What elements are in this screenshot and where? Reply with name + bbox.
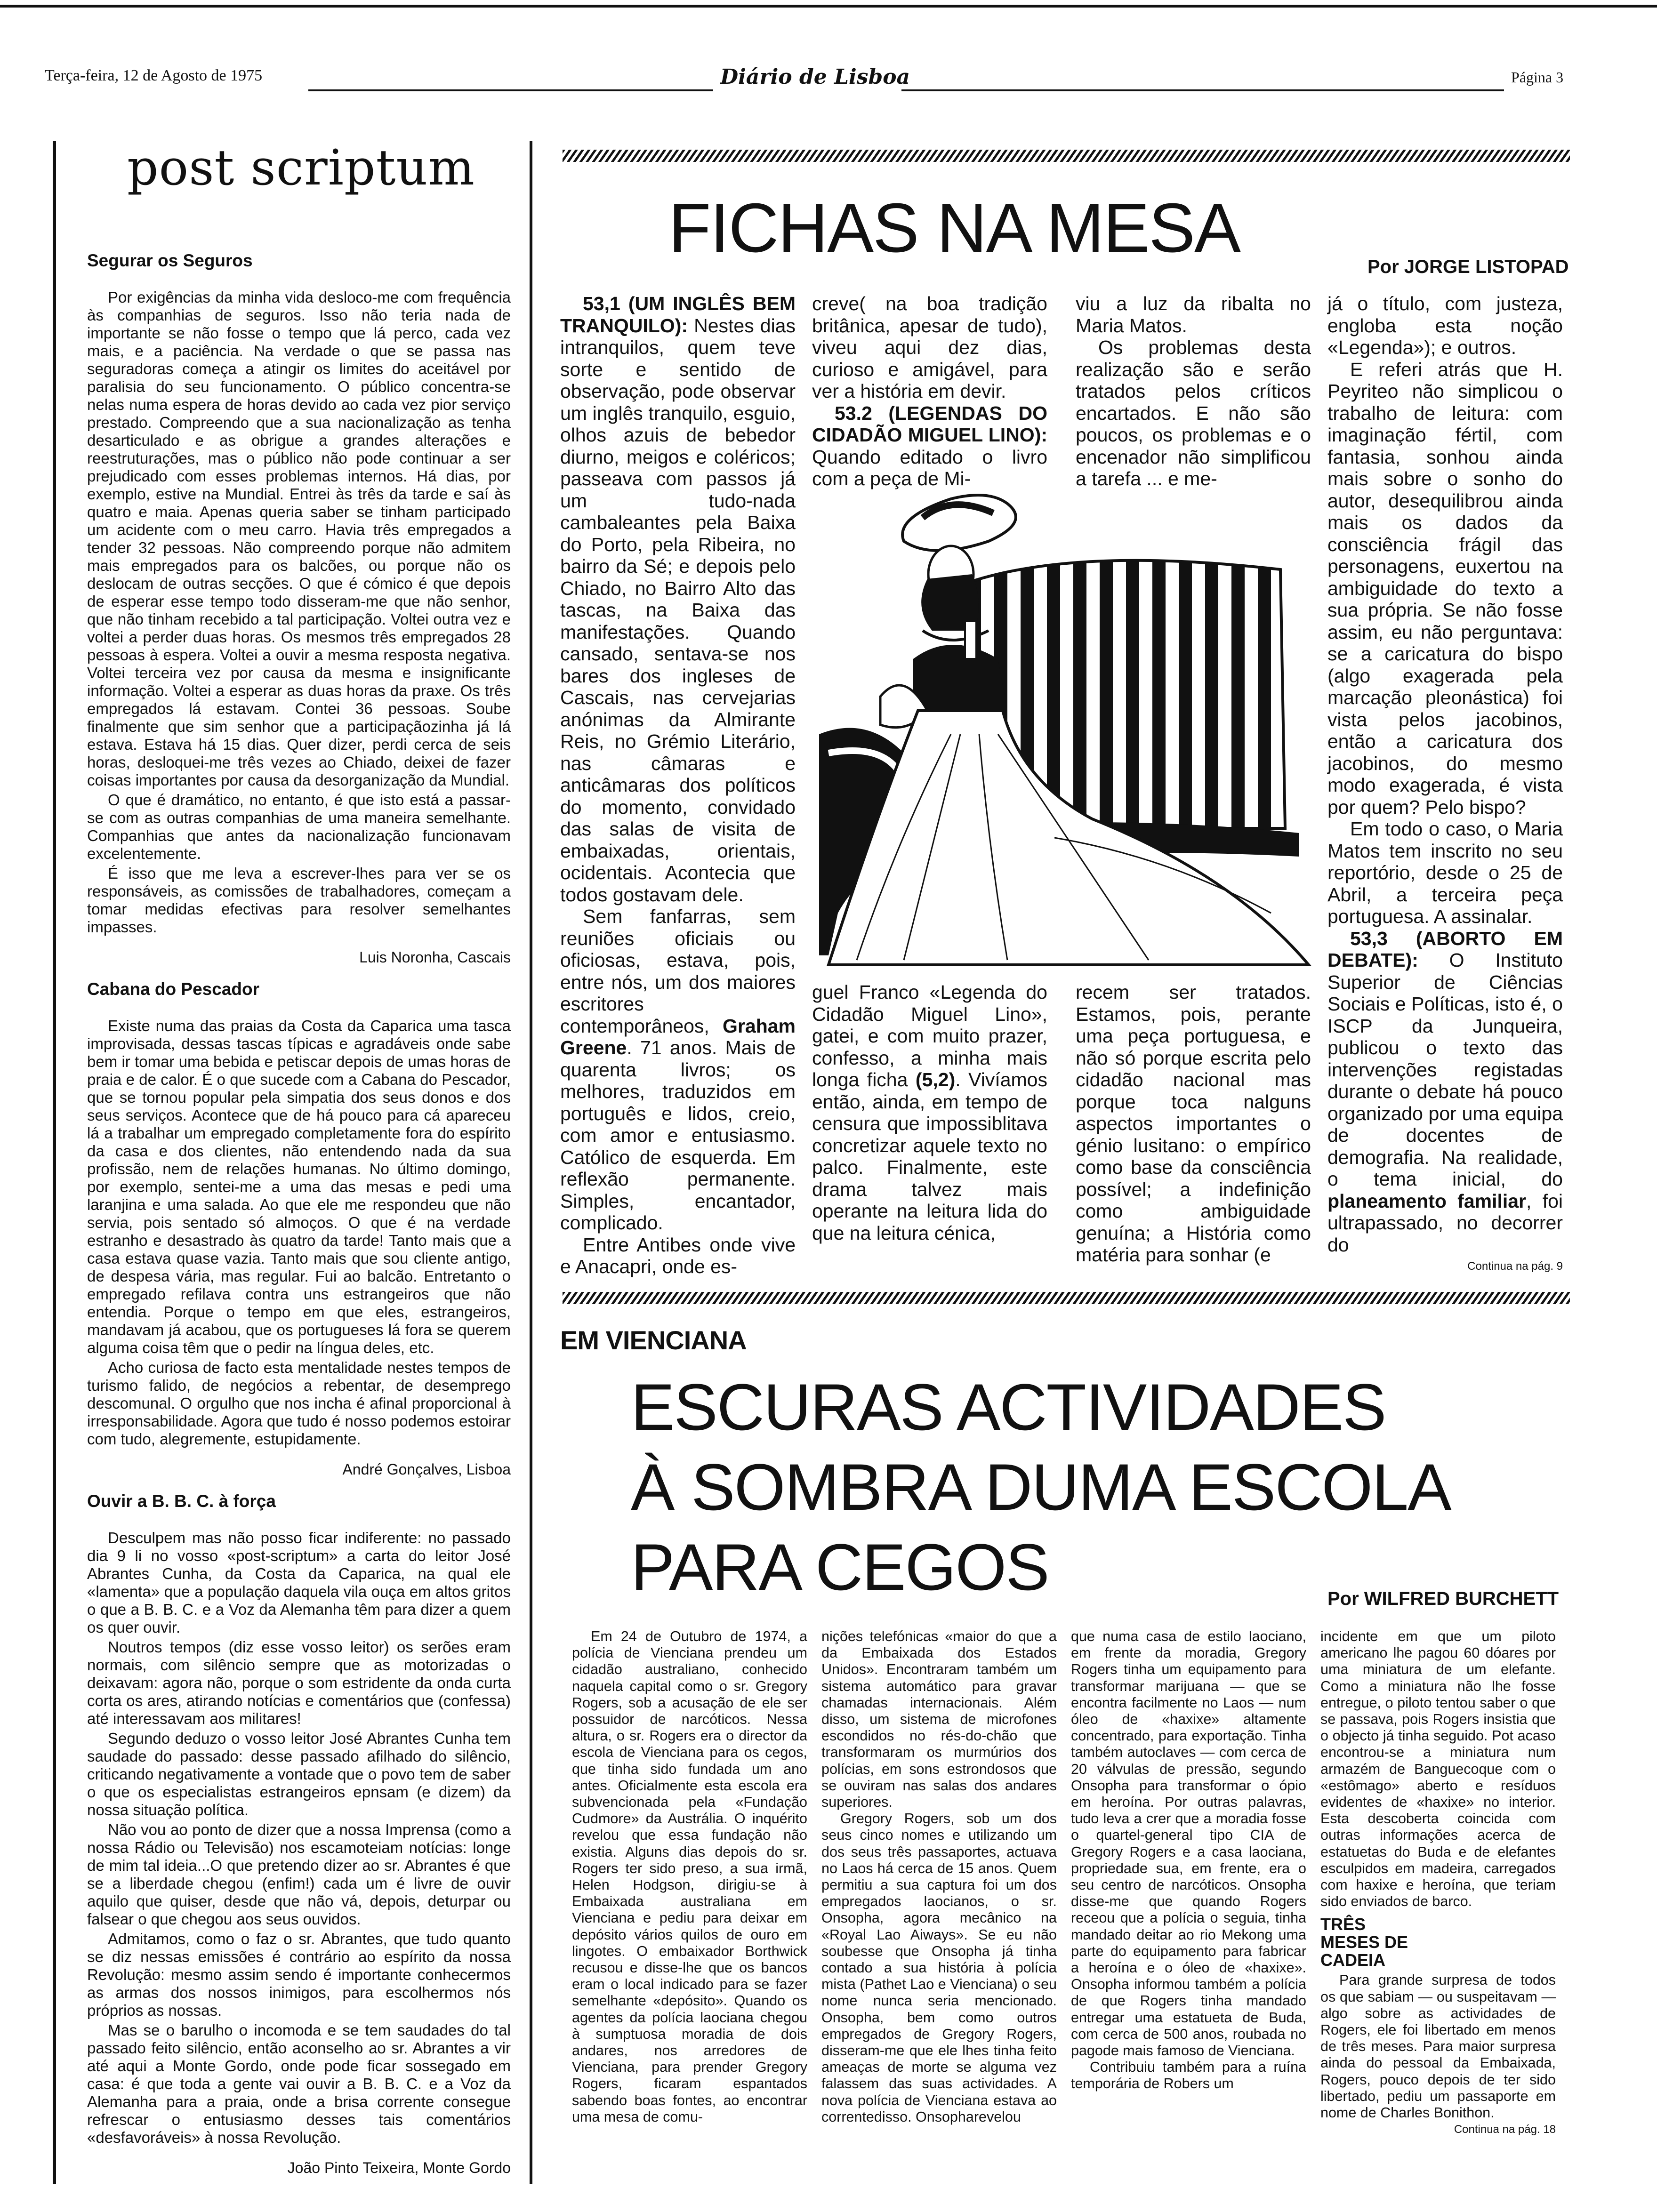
paragraph: viu a luz da ribalta no Maria Matos.: [1076, 293, 1311, 337]
escuras-headline-1: ESCURAS ACTIVIDADES: [631, 1370, 1386, 1444]
paragraph: . 71 anos. Mais de quarenta livros; os melhores, traduzidos em português e lidos, creio, com amor e entusiasmo. Católico de esquerda. Em reflexão permanente. Simples, encantador, complicado.: [560, 1037, 796, 1234]
ps-left-bar: [53, 141, 56, 2184]
ps-right-bar: [530, 141, 532, 2184]
paragraph: Em todo o caso, o Maria Matos tem inscrito no seu reportório, desde o 25 de Abril, a terceira peça portuguesa. A assinalar.: [1327, 818, 1563, 927]
escuras-col-3: [1071, 1628, 1306, 2092]
masthead-page: Página 3: [1511, 69, 1564, 86]
letter-paragraph: Desculpem mas não posso ficar indiferente: no passado dia 9 li no vosso «post-scriptum» a carta do leitor José Abrantes Cunha, da Costa da Caparica, na qual ele «lamenta» que a população daquela vila ouça em altos gritos o que a B. B. C. e a Voz da Alemanha têm para dizer a quem os quer ouvir.: [87, 1529, 511, 1636]
escuras-col-4: [1320, 1628, 1556, 2138]
section-lead: 53,1 (UM INGLÊS BEM TRANQUILO):: [560, 293, 796, 337]
lady-on-sofa-illustration: [810, 489, 1318, 970]
paragraph: Nestes dias intranquilos, quem teve sorte e sentido de observação, pode observar um inglês tranquilo, esguio, olhos azuis de bebedor diurno, meigos e coléricos; passeava com passos já um tudo-nada cambaleantes pela Baixa do Porto, pela Ribeira, no bairro da Sé; e depois pelo Chiado, no Bairro Alto das tascas, na Baixa das manifestações. Quando cansado, sentava-se nos bares dos ingleses de Cascais, nas cervejarias anónimas da Almirante Reis, no Grémio Literário, nas câmaras e anticâmaras dos políticos do momento, convidado das salas de visita de embaixadas, orientais, ocidentais. Acontecia que todos gostavam dele.: [560, 314, 796, 906]
paragraph: já o título, com justeza, engloba esta noção «Legenda»); e outros.: [1327, 293, 1563, 358]
paragraph: O Instituto Superior de Ciências Sociais e Políticas, isto é, o ISCP da Junqueira, publicou o texto das intervenções registadas durante o debate há pouco organizado por uma equipa de docentes de demografia. Na realidade, o tema inicial, do: [1327, 949, 1563, 1190]
paragraph: recem ser tratados. Estamos, pois, perante uma peça portuguesa, e não só porque escrita pelo cidadão nacional mas porque toca nalguns aspectos importantes o génio lusitano: o empírico como base da consciência possível; a indefinição como ambiguidade genuína; a História como matéria para sonhar (e: [1076, 981, 1311, 1266]
paragraph: Sem fanfarras, sem reuniões oficiais ou oficiosas, estava, pois, entre nós, um dos maiores escritores contemporâneos,: [560, 906, 796, 1037]
top-rule: [0, 5, 1657, 8]
escuras-col-2: [821, 1628, 1057, 2125]
letter-paragraph: Segundo deduzo o vosso leitor José Abrantes Cunha tem saudade do passado: desse passado afilhado do silêncio, criticando negativamente a vontade que o povo tem de saber o que os especialistas estrangeiros epnsam (e dizem) da nossa situação política.: [87, 1730, 511, 1819]
fichas-col-3-top: [1076, 293, 1311, 490]
paragraph: , foi ultrapassado, no decorrer do: [1327, 1190, 1563, 1256]
masthead-title: Diário de Lisboa: [720, 65, 910, 89]
highlight-term: planeamento familiar: [1327, 1190, 1527, 1212]
fichas-byline: Por JORGE LISTOPAD: [1367, 256, 1569, 277]
paragraph: Em 24 de Outubro de 1974, a polícia de Vienciana prendeu um cidadão australiano, conhecido naquela capital como o sr. Gregory Rogers, sob a acusação de ele ser possuidor de narcóticos. Nessa altura, o sr. Rogers era o director da escola de Vienciana para os cegos, que tinha sido fundada um ano antes. Oficialmente esta escola era subvencionada pela «Fundação Cudmore» da Austrália. O inquérito revelou que essa fundação não existia. Alguns dias depois do sr. Rogers ter sido preso, a sua irmã, Helen Hodgson, dirigiu-se à Embaixada australiana em Vienciana e pediu para deixar em depósito vários quilos de ouro em lingotes. O embaixador Borthwick recusou e disse-lhe que os bancos eram o local indicado para se fazer semelhante «depósito». Quando os agentes da polícia laociana chegou à sumptuosa moradia de dois andares, nos arredores de Vienciana, para prender Gregory Rogers, ficaram espantados sabendo boas fontes, ao encontrar uma mesa de comu-: [572, 1628, 807, 2125]
subheading: TRÊS MESES DE CADEIA: [1320, 1915, 1408, 1970]
section-lead: 53.2 (LEGENDAS DO CIDADÃO MIGUEL LINO):: [812, 402, 1047, 446]
letter-paragraph: Existe numa das praias da Costa da Caparica uma tasca improvisada, dessas tascas típicas e agradáveis onde sabe bem ir tomar uma bebida e petiscar depois de umas horas de praia e de calor. É o que sucede com a Cabana do Pescador, que se tornou popular pela simpatia dos seus donos e dos seus serviços. Acontece que de há pouco para cá apareceu lá a trabalhar um empregado completamente fora do espírito da casa e dos clientes, não entendendo nada da sua profissão, nem de relações humanas. No último domingo, por exemplo, sentei-me a uma das mesas e pedi uma laranjina e uma salada. Ao que ele me respondeu que não servia, pois sentado só almoços. O que é na verdade estranho e desastrado às quatro da tarde! Tanto mais que a casa estava quase vazia. Tanto mais que sou cliente antigo, de despesa vária, mas regular. Fui ao balcão. Entretanto o empregado refilava contra uns estrangeiros que não entendia. Porque o tempo em que eles, estrangeiros, mandavam já acabou, que os portugueses lá fora se querem alguma coisa têm que o pedir na língua deles, etc.: [87, 1017, 511, 1356]
paragraph: Para grande surpresa de todos os que sabiam — ou suspeitavam — algo sobre as actividades de Rogers, ele foi libertado em menos de três meses. Para maior surpresa ainda do pessoal da Embaixada, Rogers, pouco depois de ter sido libertado, pediu um passaporte em nome de Charles Bonithon.: [1320, 1972, 1556, 2121]
paragraph: incidente em que um piloto americano lhe pagou 60 dóares por uma miniatura de um elefante. Como a miniatura não lhe fosse entregue, o piloto tentou saber o que se passava, pois Rogers insistia que o objecto já tinha seguido. Pot acaso encontrou-se a miniatura num armazém de Banguecoque com o «estômago» aberto e resíduos evidentes de «haxixe» no interior. Esta descoberta coincida com outras informações acerca de estatuetas do Buda e de elefantes esculpidos em madeira, carregados com haxixe e heroína, que teriam sido enviados de barco.: [1320, 1628, 1556, 1910]
letter-paragraph: É isso que me leva a escrever-lhes para ver se os responsáveis, as comissões de trabalhadores, começam a tomar medidas efectivas para resolver semelhantes impasses.: [87, 865, 511, 936]
hatch-rule-middle: [563, 1292, 1570, 1304]
fichas-headline: FICHAS NA MESA: [668, 189, 1240, 267]
letter-signature: Luis Noronha, Cascais: [359, 949, 511, 966]
letter-title: Ouvir a B. B. C. à força: [87, 1491, 276, 1511]
masthead-rule-right: [901, 89, 1504, 91]
escuras-byline: Por WILFRED BURCHETT: [1327, 1588, 1559, 1609]
letter-paragraph: Por exigências da minha vida desloco-me com frequência às companhias de seguros. Isso não teria nada de importante se não fosse o tempo que lá perco, cada vez mais, e a paciência. Na verdade o que se passa nas seguradoras começa a atingir os limites do aceitável por paralisia do seu funcionamento. O público concentra-se nelas numa espera de horas devido ao cada vez pior serviço prestado. Compreendo que a sua nacionalização as tenha desarticulado e as obrigue a grandes alterações e reestruturações, mas o público não pode continuar a ser prejudicado com esses problemas internos. Há dias, por exemplo, estive na Mundial. Entrei às três da tarde e saí às quatro e maia. Apenas queria saber se tinham participado um acidente com o meu carro. Havia três empregados a tender 32 pessoas. Não compreendo porque não admitem mais empregados para os balcões, ou porque não os deslocam de outras secções. O que é cómico é que depois de esperar esse tempo todo disseram-me que não senhor, que não tinham recebido a tal participação. Voltei outra vez e voltei a perder duas horas. Os mesmos três empregados 28 pessoas à espera. Voltei a ouvir a mesma resposta negativa. Voltei terceira vez por causa da mesma e insignificante informação. Voltei a esperar as duas horas da praxe. Os três empregados lá estavam. Contei 36 pessoas. Soube finalmente que sim senhor que a participaçãozinha já lá estava. Estava há 15 dias. Quer dizer, perdi cerca de seis horas, desloquei-me três vezes ao Chiado, deixei de fazer coisas importantes por causa da desorganização da Mundial.: [87, 289, 511, 789]
ficha-number: (5,2): [915, 1069, 956, 1090]
fichas-col-4: [1327, 293, 1563, 1278]
letter-signature: André Gonçalves, Lisboa: [342, 1461, 511, 1478]
masthead-rule-left: [308, 89, 713, 91]
paragraph: . Vivíamos então, ainda, em tempo de censura que impossiblitava concretizar aquele texto no palco. Finalmente, este drama talvez mais operante na leitura lida do que na leitura cénica,: [812, 1069, 1047, 1244]
paragraph: E referi atrás que H. Peyriteo não simplicou o trabalho de leitura: com imaginação fértil, com fantasia, sonhou ainda mais sobre o sonho do autor, desequilibrou ainda mais os dados da consciência frágil das personagens, euxertou na ambiguidade do texto a sua própria. Se não fosse assim, eu não perguntava: se a caricatura do bispo (algo exagerada pela marcação pleonástica) foi vista pelos jacobinos, então a caricatura dos jacobinos, do mesmo modo exagerada, é vista por quem? Pelo bispo?: [1327, 358, 1563, 818]
letter-title: Cabana do Pescador: [87, 979, 260, 999]
letter-paragraph: O que é dramático, no entanto, é que isto está a passar-se com as outras companhias de uma maneira semelhante. Companhias que antes da nacionalização funcionavam excelentemente.: [87, 791, 511, 862]
paragraph: creve( na boa tradição britânica, apesar de tudo), viveu aqui dez dias, curioso e amigável, para ver a história em devir.: [812, 293, 1047, 402]
fichas-col-2-bottom: [812, 981, 1047, 1244]
letter-paragraph: Noutros tempos (diz esse vosso leitor) os serões eram normais, com silêncio sempre que as motorizadas o deixavam: agora não, porque o som estridente da onda curta corta os ares, atirando notícias e comentários que (confessa) até interessavam aos militares!: [87, 1638, 511, 1727]
section-lead: 53,3 (ABORTO EM DEBATE):: [1327, 927, 1563, 971]
paragraph: que numa casa de estilo laociano, em frente da moradia, Gregory Rogers tinha um equipamento para transformar marijuana — que se encontra facilmente no Laos — num óleo de «haxixe» altamente concentrado, para exportação. Tinha também autoclaves — com cerca de 20 válvulas de pressão, segundo Onsopha para transformar o ópio em heroína. Por outras palavras, tudo leva a crer que a moradia fosse o quartel-general tipo CIA de Gregory Rogers e a casa laociana, propriedade sua, em frente, era o seu centro de narcóticos. Onsopha disse-me que quando Rogers receou que a polícia o seguia, tinha mandado deitar ao rio Mekong uma parte do equipamento para fabricar a heroína e o óleo de «haxixe». Onsopha informou também a polícia de que Rogers tinha mandado entregar uma estatueta de Buda, com cerca de 500 anos, roubada no pagode mais famoso de Vienciana.: [1071, 1628, 1306, 2059]
continuation-note: Continua na pág. 18: [1454, 2123, 1556, 2136]
paragraph: nições telefónicas «maior do que a da Embaixada dos Estados Unidos». Encontraram também um sistema automático para gravar chamadas internacionais. Além disso, um sistema de microfones escondidos no rés-do-chão que transformaram os murmúrios dos polícias, em sons estrondosos que se ouviram nas salas dos andares superiores.: [821, 1628, 1057, 1811]
letter-paragraph: Acho curiosa de facto esta mentalidade nestes tempos de turismo falido, de negócios a rebentar, de desemprego descomunal. O orgulho que nos incha é afinal proporcional à irresponsabilidade. Agora que tudo é nosso podemos estoirar com tudo, alegremente, estupidamente.: [87, 1359, 511, 1448]
escuras-kicker: EM VIENCIANA: [560, 1325, 747, 1355]
fichas-col-2-top: [812, 293, 1047, 490]
paragraph: guel Franco «Legenda do Cidadão Miguel Lino», gatei, e com muito prazer, confesso, a minha mais longa ficha: [812, 981, 1047, 1090]
paragraph: Entre Antibes onde vive e Anacapri, onde es-: [560, 1234, 796, 1277]
fichas-col-3-bottom: [1076, 981, 1311, 1266]
escuras-headline-3: PARA CEGOS: [631, 1530, 1049, 1604]
ps-letters: [87, 252, 511, 2191]
letter-signature: João Pinto Teixeira, Monte Gordo: [287, 2159, 511, 2176]
post-scriptum-title: post scriptum: [127, 139, 475, 196]
masthead-date: Terça-feira, 12 de Agosto de 1975: [45, 67, 263, 84]
author-name: Graham Greene: [560, 1015, 796, 1058]
paragraph: Contribuiu também para a ruína temporária de Robers um: [1071, 2059, 1306, 2092]
letter-title: Segurar os Seguros: [87, 251, 253, 270]
glass: [965, 621, 976, 659]
fichas-col-1: [560, 293, 796, 1278]
escuras-col-1: [572, 1628, 807, 2125]
continuation-note: Continua na pág. 9: [1467, 1260, 1563, 1273]
escuras-headline-2: À SOMBRA DUMA ESCOLA: [631, 1450, 1451, 1524]
letter-paragraph: Mas se o barulho o incomoda e se tem saudades do tal passado feito silêncio, então aconselho ao sr. Abrantes a vir até aqui a Monte Gordo, onde pode ficar sossegado em casa: é que toda a gente vai ouvir a B. B. C. e a Voz da Alemanha para a praia, onde a brisa corrente consegue refrescar o entusiasmo desses tais comentários «desfavoráveis» à nossa Revolução.: [87, 2021, 511, 2146]
paragraph: Gregory Rogers, sob um dos seus cinco nomes e utilizando um dos seus três passaportes, actuava no Laos há cerca de 15 anos. Quem permitiu a sua captura foi um dos empregados laocianos, o sr. Onsopha, agora mecânico na «Royal Lao Aiways». Se eu não soubesse que Onsopha já tinha contado a sua história à polícia mista (Pathet Lao e Vienciana) o seu nome nunca seria mencionado. Onsopha, bem como outros empregados de Gregory Rogers, disseram-me que ele lhes tinha feito ameaças de morte se alguma vez falassem das suas actividades. A nova polícia de Vienciana estava ao correntedisso. Onsopharevelou: [821, 1811, 1057, 2125]
paragraph: Quando editado o livro com a peça de Mi-: [812, 446, 1047, 489]
letter-paragraph: Não vou ao ponto de dizer que a nossa Imprensa (como a nossa Rádio ou Televisão) nos escamoteiam notícias: longe de mim tal ideia...O que pretendo dizer ao sr. Abrantes é que se a liberdade chegou (enfim!) cada um é livre de ouvir aquilo que quiser, desde que não vá, depois, deturpar ou falsear o que chegou aos seus ouvidos.: [87, 1821, 511, 1928]
hatch-rule-top: [563, 150, 1570, 162]
paragraph: Os problemas desta realização são e serão tratados pelos críticos encartados. E não são poucos, os problemas e o encenador não simplificou a tarefa ... e me-: [1076, 337, 1311, 489]
letter-paragraph: Admitamos, como o faz o sr. Abrantes, que tudo quanto se diz nessas emissões é contrário ao espírito da nossa Revolução: mesmo assim sendo é importante conhecermos as armas dos nossos inimigos, para escolhermos nós próprios as nossas.: [87, 1930, 511, 2019]
